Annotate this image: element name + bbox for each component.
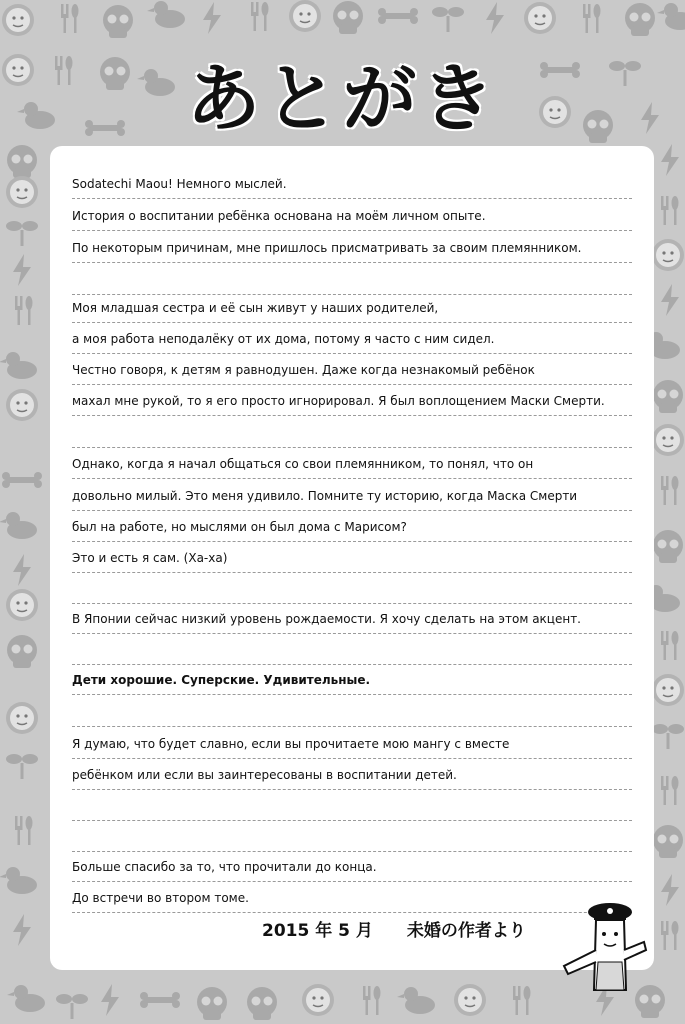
text-line [72, 794, 632, 821]
text-line: По некоторым причинам, мне пришлось присматривать за своим племянником. [72, 236, 632, 263]
text-line [72, 638, 632, 665]
text-line: История о воспитании ребёнка основана на моём личном опыте. [72, 204, 632, 231]
text-line [72, 577, 632, 604]
text-line: был на работе, но мыслями он был дома с Марисом? [72, 515, 632, 542]
text-line-emphasis: Дети хорошие. Суперские. Удивительные. [72, 668, 632, 695]
text-line [72, 421, 632, 448]
text-line: довольно милый. Это меня удивило. Помните ту историю, когда Маска Смерти [72, 484, 632, 511]
text-line: Больше спасибо за то, что прочитали до конца. [72, 855, 632, 882]
text-line: Моя младшая сестра и её сын живут у наших родителей, [72, 296, 632, 323]
text-line: Я думаю, что будет славно, если вы прочитаете мою мангу с вместе [72, 732, 632, 759]
text-line [72, 700, 632, 727]
signature-author: 未婚の作者より [406, 921, 526, 941]
text-line: Однако, когда я начал общаться со свои племянником, то понял, что он [72, 452, 632, 479]
author-mascot-illustration [560, 900, 652, 995]
text-line: В Японии сейчас низкий уровень рождаемости. Я хочу сделать на этом акцент. [72, 607, 632, 634]
text-line: ребёнком или если вы заинтересованы в воспитании детей. [72, 763, 632, 790]
text-line [72, 825, 632, 852]
text-line: махал мне рукой, то я его просто игнорировал. Я был воплощением Маски Смерти. [72, 389, 632, 416]
text-line [72, 268, 632, 295]
text-line: До встречи во втором томе. [72, 886, 632, 913]
text-line: а моя работа неподалёку от их дома, потому я часто с ним сидел. [72, 327, 632, 354]
text-line: Sodatechi Maou! Немного мыслей. [72, 172, 632, 199]
text-line: Это и есть я сам. (Ха-ха) [72, 546, 632, 573]
signature [262, 916, 560, 941]
text-line: Честно говоря, к детям я равнодушен. Даже когда незнакомый ребёнок [72, 358, 632, 385]
page-title: あとがき [186, 56, 499, 142]
signature-date: 2015 年 5 月 [262, 921, 373, 941]
